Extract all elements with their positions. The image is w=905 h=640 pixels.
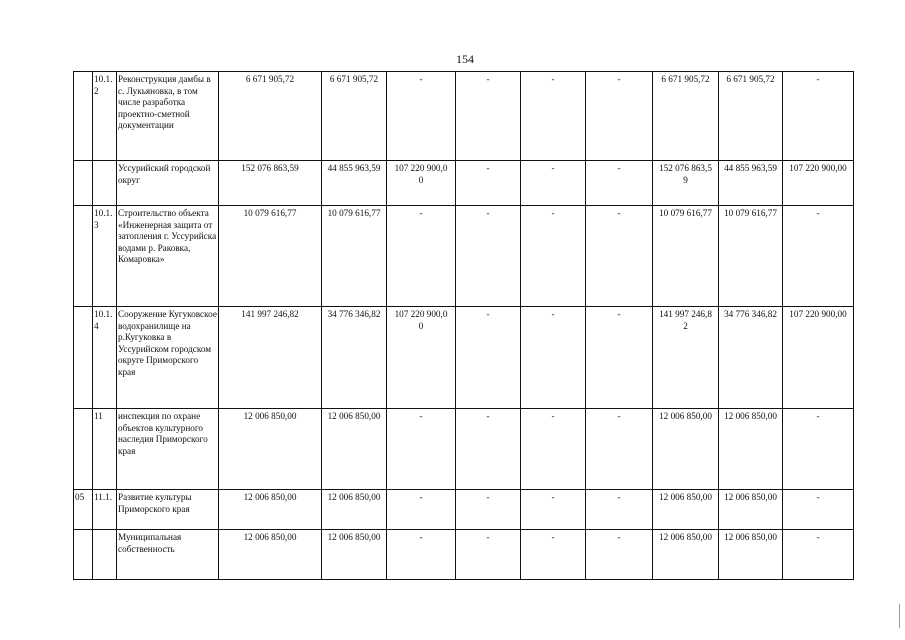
value-cell-3: - bbox=[387, 72, 456, 161]
value-cell-6: - bbox=[586, 72, 653, 161]
table-row bbox=[74, 530, 854, 580]
value-cell-9: 107 220 900,00 bbox=[783, 307, 854, 409]
table-row bbox=[74, 161, 854, 206]
total-cell: 12 006 850,00 bbox=[219, 409, 322, 490]
value-cell-3: 107 220 900,0 0 bbox=[387, 161, 456, 206]
value-cell-5: - bbox=[521, 72, 586, 161]
value-cell-8: 12 006 850,00 bbox=[719, 530, 783, 580]
value-cell-8: 6 671 905,72 bbox=[719, 72, 783, 161]
value-cell-3: - bbox=[387, 409, 456, 490]
value-cell-5: - bbox=[521, 307, 586, 409]
row-number-cell bbox=[93, 161, 117, 206]
value-cell-8: 10 079 616,77 bbox=[719, 206, 783, 307]
value-cell-2: 44 855 963,59 bbox=[322, 161, 387, 206]
row-name-cell: инспекция по охране объектов культурного наследия Приморского края bbox=[117, 409, 219, 490]
value-cell-4: - bbox=[456, 161, 521, 206]
row-code-cell bbox=[74, 161, 93, 206]
total-cell: 141 997 246,82 bbox=[219, 307, 322, 409]
value-cell-6: - bbox=[586, 409, 653, 490]
value-cell-9: - bbox=[783, 409, 854, 490]
row-number-cell: 11.1. bbox=[93, 490, 117, 530]
table-row bbox=[74, 490, 854, 530]
row-number-cell bbox=[93, 530, 117, 580]
row-name-cell: Реконструкция дамбы в с. Лукьяновка, в том числе разработка проектно-сметной документации bbox=[117, 72, 219, 161]
total-cell: 12 006 850,00 bbox=[219, 530, 322, 580]
total-cell: 10 079 616,77 bbox=[219, 206, 322, 307]
value-cell-9: - bbox=[783, 206, 854, 307]
table-row bbox=[74, 307, 854, 409]
row-name-cell: Муниципальная собственность bbox=[117, 530, 219, 580]
row-code-cell bbox=[74, 307, 93, 409]
row-number-cell: 10.1. 4 bbox=[93, 307, 117, 409]
value-cell-8: 12 006 850,00 bbox=[719, 490, 783, 530]
value-cell-9: - bbox=[783, 72, 854, 161]
value-cell-2: 12 006 850,00 bbox=[322, 490, 387, 530]
total-cell: 152 076 863,59 bbox=[219, 161, 322, 206]
value-cell-6: - bbox=[586, 490, 653, 530]
value-cell-6: - bbox=[586, 161, 653, 206]
value-cell-2: 10 079 616,77 bbox=[322, 206, 387, 307]
row-code-cell bbox=[74, 206, 93, 307]
row-name-cell: Уссурийский городской округ bbox=[117, 161, 219, 206]
value-cell-9: - bbox=[783, 530, 854, 580]
row-name-cell: Строительство объекта «Инженерная защита от затопления г. Уссурийска водами р. Раковка, Комаровка» bbox=[117, 206, 219, 307]
value-cell-7: 12 006 850,00 bbox=[653, 409, 719, 490]
table-row bbox=[74, 409, 854, 490]
row-number-cell: 10.1. 3 bbox=[93, 206, 117, 307]
value-cell-6: - bbox=[586, 307, 653, 409]
table-row bbox=[74, 206, 854, 307]
page-number: 154 bbox=[456, 52, 474, 66]
value-cell-2: 34 776 346,82 bbox=[322, 307, 387, 409]
row-code-cell bbox=[74, 409, 93, 490]
value-cell-4: - bbox=[456, 530, 521, 580]
value-cell-5: - bbox=[521, 161, 586, 206]
value-cell-7: 12 006 850,00 bbox=[653, 490, 719, 530]
value-cell-2: 12 006 850,00 bbox=[322, 409, 387, 490]
value-cell-2: 12 006 850,00 bbox=[322, 530, 387, 580]
value-cell-6: - bbox=[586, 530, 653, 580]
row-number-cell: 10.1. 2 bbox=[93, 72, 117, 161]
row-name-cell: Сооружение Кугуковское водохранилище на р.Кугуковка в Уссурийском городском округе Приморского края bbox=[117, 307, 219, 409]
value-cell-4: - bbox=[456, 490, 521, 530]
table-row bbox=[74, 72, 854, 161]
value-cell-9: - bbox=[783, 490, 854, 530]
row-code-cell bbox=[74, 72, 93, 161]
value-cell-4: - bbox=[456, 206, 521, 307]
value-cell-3: - bbox=[387, 490, 456, 530]
value-cell-3: - bbox=[387, 206, 456, 307]
value-cell-7: 141 997 246,8 2 bbox=[653, 307, 719, 409]
value-cell-6: - bbox=[586, 206, 653, 307]
table-body bbox=[74, 72, 854, 580]
scan-edge-mark bbox=[899, 604, 900, 628]
row-code-cell bbox=[74, 530, 93, 580]
value-cell-8: 34 776 346,82 bbox=[719, 307, 783, 409]
value-cell-7: 10 079 616,77 bbox=[653, 206, 719, 307]
value-cell-5: - bbox=[521, 530, 586, 580]
value-cell-9: 107 220 900,00 bbox=[783, 161, 854, 206]
value-cell-3: - bbox=[387, 530, 456, 580]
value-cell-7: 152 076 863,5 9 bbox=[653, 161, 719, 206]
row-name-cell: Развитие культуры Приморского края bbox=[117, 490, 219, 530]
value-cell-5: - bbox=[521, 490, 586, 530]
row-number-cell: 11 bbox=[93, 409, 117, 490]
value-cell-8: 12 006 850,00 bbox=[719, 409, 783, 490]
value-cell-2: 6 671 905,72 bbox=[322, 72, 387, 161]
row-code-cell: 05 bbox=[74, 490, 93, 530]
value-cell-3: 107 220 900,0 0 bbox=[387, 307, 456, 409]
value-cell-5: - bbox=[521, 206, 586, 307]
value-cell-8: 44 855 963,59 bbox=[719, 161, 783, 206]
value-cell-4: - bbox=[456, 72, 521, 161]
value-cell-4: - bbox=[456, 409, 521, 490]
total-cell: 12 006 850,00 bbox=[219, 490, 322, 530]
value-cell-7: 12 006 850,00 bbox=[653, 530, 719, 580]
budget-table bbox=[73, 71, 854, 580]
value-cell-7: 6 671 905,72 bbox=[653, 72, 719, 161]
value-cell-5: - bbox=[521, 409, 586, 490]
value-cell-4: - bbox=[456, 307, 521, 409]
total-cell: 6 671 905,72 bbox=[219, 72, 322, 161]
